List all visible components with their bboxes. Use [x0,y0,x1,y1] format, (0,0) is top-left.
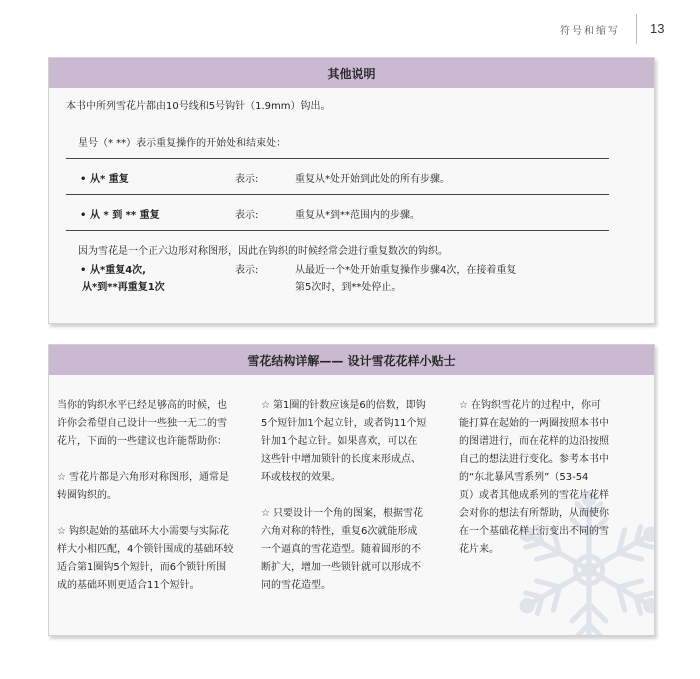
term-desc-line1: 从最近一个*处开始重复操作步骤4次，在接着重复 [295,265,517,276]
star-icon: ☆ [57,526,66,537]
term-desc: 重复从*处开始到此处的所有步骤。 [295,174,450,185]
star-icon: ☆ [459,400,468,411]
divider-rule [66,194,609,195]
tip-symmetry: ☆ 雪花片都是六角形对称图形，通常是 转圈钩织的。 [57,472,229,501]
tip-intro: 当你的钩织水平已经足够高的时候，也 许你会希望自己设计一些独一无二的雪 花片，下面的一些建议也许能帮助你： [57,400,227,447]
bullet: • [80,210,87,221]
star-icon: ☆ [261,400,270,411]
means-label: 表示: [235,265,259,276]
term-repeat-4: 从*重复4次, [90,265,146,276]
term-repeat-range: 从 * 到 ** 重复 [90,210,160,221]
tips-heading: 雪花结构详解—— 设计雪花花样小贴士 [49,345,654,375]
tip-variation: ☆ 在钩织雪花片的过程中，你可 能打算在起始的一两圈按照本书中 的图谱进行，而在花样的边沿按照 自己的想法进行变化。参考本书中 的“东北暴风雪系列”（53-54 页）或者其他成系列的雪花片花样 会对你的想法有所帮助，从而使你 在一个基础花样上衍变出不同的雪 花片来。 [459,400,609,555]
tips-column-2 [261,397,441,595]
section-title: 符号和缩写 [560,26,620,37]
bullet: • [80,265,87,276]
divider-rule [66,158,609,159]
tips-column-3 [459,397,639,559]
tips-box [48,344,655,636]
means-label: 表示: [235,174,259,185]
divider-rule [66,230,609,231]
term-repeat-range-1: 从*到**再重复1次 [82,282,165,293]
notes-intro: 本书中所列雪花片都由10号线和5号钩针（1.9mm）钩出。 [66,101,331,112]
tip-one-arm: ☆ 只要设计一个角的图案，根据雪花 六角对称的特性，重复6次就能形成 一个逼真的雪花造型。随着圆形的不 断扩大，增加一些锁针就可以形成不 同的雪花造型。 [261,508,423,591]
star-icon: ☆ [261,508,270,519]
header-divider [636,14,637,44]
term-desc-line2: 第5次时，到**处停止。 [295,282,402,293]
tip-base-ring: ☆ 钩织起始的基础环大小需要与实际花 样大小相匹配，4个锁针围成的基础环较 适合第1圈钩5个短针，而6个锁针所围 成的基础环则更适合11个短针。 [57,526,234,591]
notes-paragraph: 因为雪花是一个正六边形对称图形，因此在钩织的时候经常会进行重复数次的钩织。 [78,246,448,257]
bullet: • [80,174,87,185]
star-icon: ☆ [57,472,66,483]
term-repeat: 从* 重复 [90,174,129,185]
page-number: 13 [650,21,665,36]
tip-first-round: ☆ 第1圈的针数应该是6的倍数，即钩 5个短针加1个起立针，或者钩11个短 针加1个起立针。如果喜欢，可以在 这些针中增加锁针的长度来形成点、 环或枝杈的效果。 [261,400,427,483]
means-label: 表示: [235,210,259,221]
term-desc: 重复从*到**范围内的步骤。 [295,210,420,221]
notes-heading: 其他说明 [49,58,654,88]
notes-star-intro: 星号（* **）表示重复操作的开始处和结束处： [78,138,287,149]
tips-column-1 [57,397,237,595]
